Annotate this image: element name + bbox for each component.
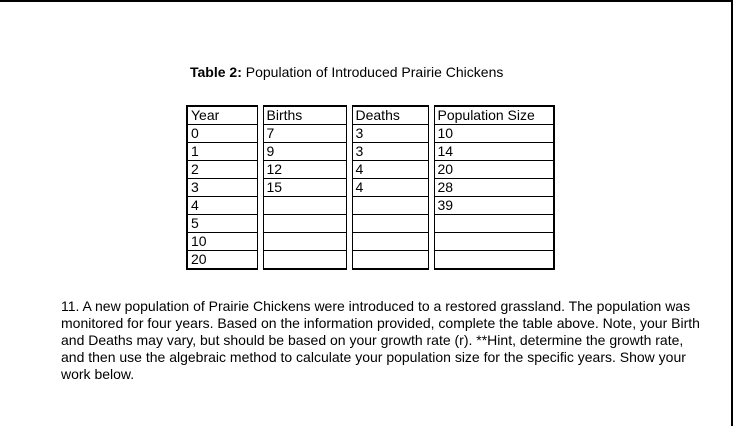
table-row xyxy=(187,125,554,143)
cell-births[interactable] xyxy=(263,197,346,215)
cell-year[interactable]: 5 xyxy=(187,215,257,233)
table-row xyxy=(187,161,554,179)
table-row xyxy=(187,179,554,197)
cell-year[interactable]: 1 xyxy=(187,143,257,161)
table-caption-text: Population of Introduced Prairie Chickens xyxy=(241,64,504,80)
table-row xyxy=(187,251,554,270)
cell-population-size[interactable] xyxy=(434,215,554,233)
header-deaths: Deaths xyxy=(352,106,428,125)
cell-deaths[interactable] xyxy=(352,197,428,215)
cell-births[interactable]: 15 xyxy=(263,179,346,197)
table-row xyxy=(187,197,554,215)
cell-births[interactable] xyxy=(263,233,346,251)
cell-births[interactable] xyxy=(263,215,346,233)
table-header-row xyxy=(187,106,554,125)
cell-population-size[interactable] xyxy=(434,233,554,251)
header-year: Year xyxy=(187,106,257,125)
question-11: 11. A new population of Prairie Chickens were introduced to a restored grassland. The population was monitored for four years. Based on the information provided, complete the table above. Note, your Birth and Deaths may vary, but should be based on your growth rate (r). **Hint, determine the growth rate, and then use the algebraic method to calculate your population size for the specific years. Show your work below. xyxy=(61,298,700,382)
cell-births[interactable]: 7 xyxy=(263,125,346,143)
cell-births[interactable]: 9 xyxy=(263,143,346,161)
cell-year[interactable]: 3 xyxy=(187,179,257,197)
header-population-size: Population Size xyxy=(434,106,554,125)
cell-deaths[interactable]: 3 xyxy=(352,143,428,161)
population-table xyxy=(186,105,555,270)
cell-births[interactable]: 12 xyxy=(263,161,346,179)
cell-year[interactable]: 0 xyxy=(187,125,257,143)
table-row xyxy=(187,143,554,161)
cell-year[interactable]: 4 xyxy=(187,197,257,215)
cell-deaths[interactable] xyxy=(352,251,428,270)
cell-deaths[interactable]: 4 xyxy=(352,179,428,197)
cell-population-size[interactable]: 10 xyxy=(434,125,554,143)
cell-deaths[interactable] xyxy=(352,233,428,251)
table-row xyxy=(187,233,554,251)
table-row xyxy=(187,215,554,233)
table-caption xyxy=(190,64,503,80)
cell-year[interactable]: 10 xyxy=(187,233,257,251)
cell-deaths[interactable]: 3 xyxy=(352,125,428,143)
header-births: Births xyxy=(263,106,346,125)
cell-population-size[interactable]: 14 xyxy=(434,143,554,161)
table-caption-label: Table 2: xyxy=(190,64,242,80)
cell-population-size[interactable]: 39 xyxy=(434,197,554,215)
cell-deaths[interactable]: 4 xyxy=(352,161,428,179)
cell-year[interactable]: 2 xyxy=(187,161,257,179)
cell-births[interactable] xyxy=(263,251,346,270)
cell-population-size[interactable]: 20 xyxy=(434,161,554,179)
cell-population-size[interactable]: 28 xyxy=(434,179,554,197)
cell-deaths[interactable] xyxy=(352,215,428,233)
cell-year[interactable]: 20 xyxy=(187,251,257,270)
cell-population-size[interactable] xyxy=(434,251,554,270)
